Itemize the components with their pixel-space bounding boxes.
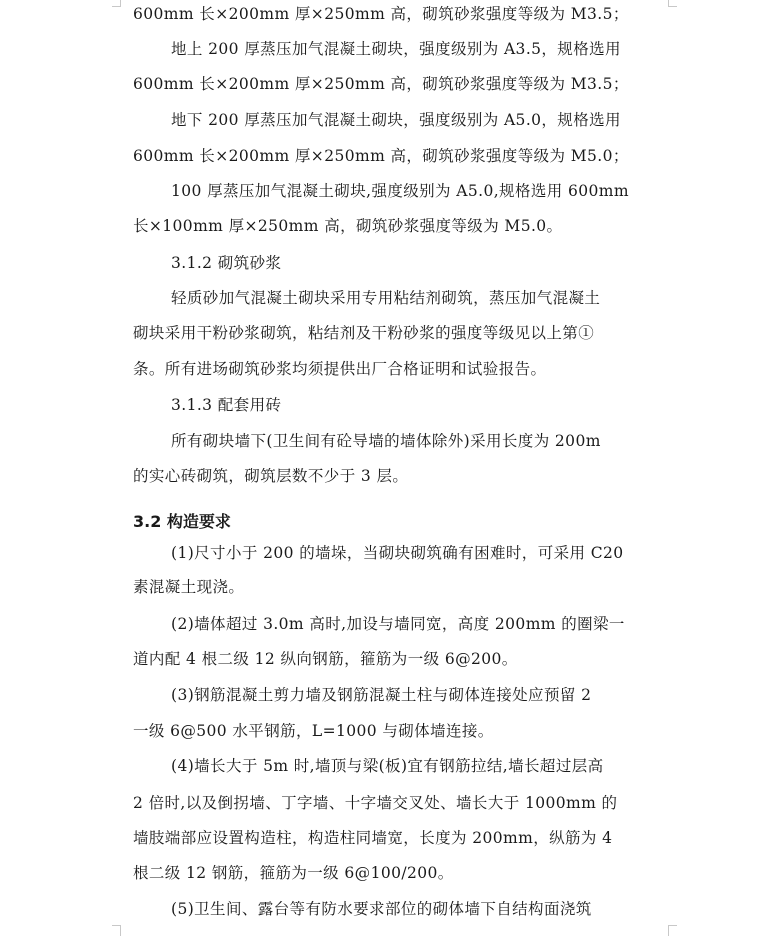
paragraph-line: 道内配 4 根二级 12 纵向钢筋，箍筋为一级 6@200。 bbox=[133, 650, 518, 668]
paragraph-line: (3)钢筋混凝土剪力墙及钢筋混凝土柱与砌体连接处应预留 2 bbox=[171, 686, 592, 704]
paragraph-line: (4)墙长大于 5m 时,墙顶与梁(板)宜有钢筋拉结,墙长超过层高 bbox=[171, 757, 604, 775]
paragraph-line: 600mm 长×200mm 厚×250mm 高，砌筑砂浆强度等级为 M3.5； bbox=[133, 5, 629, 23]
section-heading: 3.2 构造要求 bbox=[133, 512, 231, 531]
paragraph-line: 素混凝土现浇。 bbox=[133, 578, 245, 596]
paragraph-line: 2 倍时,以及倒拐墙、丁字墙、十字墙交叉处、墙长大于 1000mm 的 bbox=[133, 794, 618, 812]
paragraph-line: 600mm 长×200mm 厚×250mm 高，砌筑砂浆强度等级为 M5.0； bbox=[133, 147, 629, 165]
paragraph-line: 地上 200 厚蒸压加气混凝土砌块，强度级别为 A3.5，规格选用 bbox=[171, 40, 621, 58]
paragraph-line: 轻质砂加气混凝土砌块采用专用粘结剂砌筑，蒸压加气混凝土 bbox=[171, 289, 601, 307]
page-corner-mark bbox=[112, 0, 121, 7]
paragraph-line: (1)尺寸小于 200 的墙垛，当砌块砌筑确有困难时，可采用 C20 bbox=[171, 544, 624, 562]
paragraph-line: (5)卫生间、露台等有防水要求部位的砌体墙下自结构面浇筑 bbox=[171, 900, 592, 918]
subsection-title: 3.1.2 砌筑砂浆 bbox=[171, 254, 282, 272]
paragraph-line: 根二级 12 钢筋，箍筋为一级 6@100/200。 bbox=[133, 864, 454, 882]
paragraph-line: 砌块采用干粉砂浆砌筑，粘结剂及干粉砂浆的强度等级见以上第① bbox=[133, 324, 595, 342]
paragraph-line: 所有砌块墙下(卫生间有砼导墙的墙体除外)采用长度为 200m bbox=[171, 432, 601, 450]
paragraph-line: 600mm 长×200mm 厚×250mm 高，砌筑砂浆强度等级为 M3.5； bbox=[133, 75, 629, 93]
paragraph-line: 100 厚蒸压加气混凝土砌块,强度级别为 A5.0,规格选用 600mm bbox=[171, 182, 629, 200]
page-corner-mark bbox=[668, 925, 677, 936]
paragraph-line: 一级 6@500 水平钢筋，L=1000 与砌体墙连接。 bbox=[133, 722, 494, 740]
paragraph-line: 地下 200 厚蒸压加气混凝土砌块，强度级别为 A5.0，规格选用 bbox=[171, 111, 621, 129]
paragraph-line: 的实心砖砌筑，砌筑层数不少于 3 层。 bbox=[133, 467, 409, 485]
paragraph-line: (2)墙体超过 3.0m 高时,加设与墙同宽，高度 200mm 的圈梁一 bbox=[171, 615, 625, 633]
paragraph-line: 条。所有进场砌筑砂浆均须提供出厂合格证明和试验报告。 bbox=[133, 360, 547, 378]
subsection-title: 3.1.3 配套用砖 bbox=[171, 396, 282, 414]
paragraph-line: 墙肢端部应设置构造柱，构造柱同墙宽，长度为 200mm，纵筋为 4 bbox=[133, 829, 613, 847]
page-corner-mark bbox=[112, 925, 121, 936]
page-corner-mark bbox=[668, 0, 677, 7]
paragraph-line: 长×100mm 厚×250mm 高，砌筑砂浆强度等级为 M5.0。 bbox=[133, 217, 563, 235]
